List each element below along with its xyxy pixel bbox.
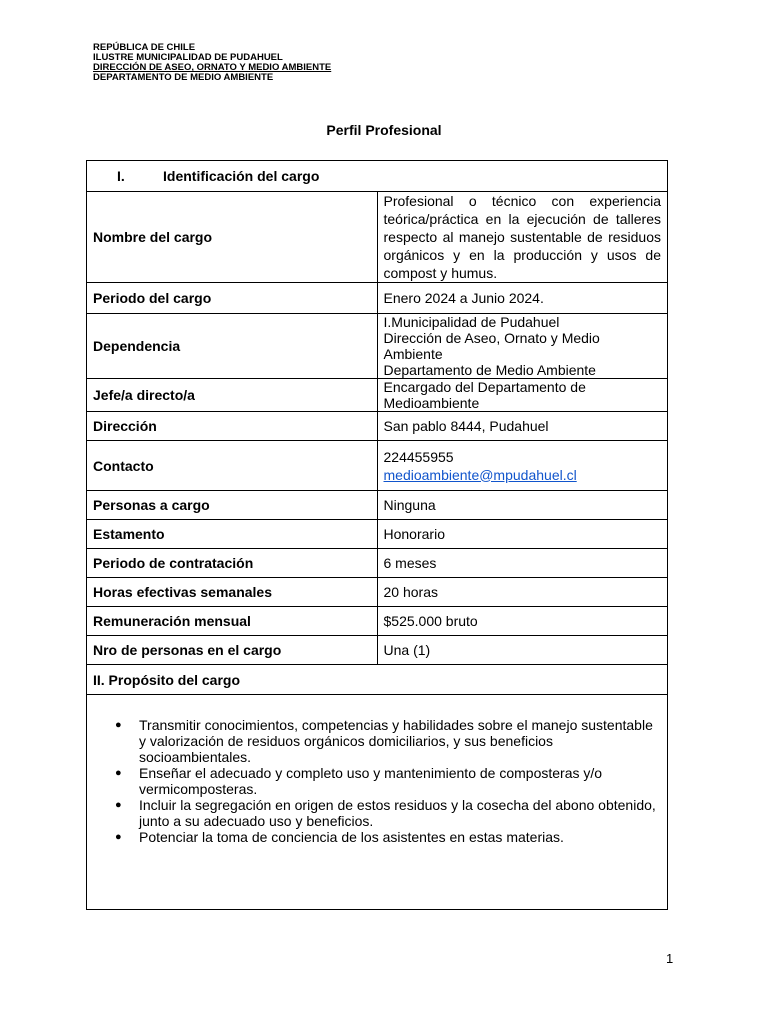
row-value-remuneracion: $525.000 bruto xyxy=(377,607,668,636)
section-1-row xyxy=(87,161,668,192)
purpose-row xyxy=(87,695,668,910)
row-value-jefe: Encargado del Departamento de Medioambiente xyxy=(377,379,668,412)
row-label-direccion: Dirección xyxy=(87,412,378,441)
row-label-horas: Horas efectivas semanales xyxy=(87,578,378,607)
purpose-item: ● Transmitir conocimientos, competencias y habilidades sobre el manejo sustentable y valorización de residuos orgánicos domiciliarios, y sus beneficios socioambientales. xyxy=(139,717,661,765)
row-label-estamento: Estamento xyxy=(87,520,378,549)
row-label-periodo: Periodo del cargo xyxy=(87,283,378,314)
purpose-cell xyxy=(87,695,668,910)
page-number: 1 xyxy=(666,951,674,966)
row-value-horas: 20 horas xyxy=(377,578,668,607)
dependencia-line-3: Departamento de Medio Ambiente xyxy=(383,362,596,378)
letterhead-direction: DIRECCIÓN DE ASEO, ORNATO Y MEDIO AMBIENTE xyxy=(93,62,332,73)
section-2-heading: II. Propósito del cargo xyxy=(87,665,668,695)
row-label-contratacion: Periodo de contratación xyxy=(87,549,378,578)
row-value-dependencia xyxy=(377,314,668,379)
row-value-periodo: Enero 2024 a Junio 2024. xyxy=(377,283,668,314)
row-label-jefe: Jefe/a directo/a xyxy=(87,379,378,412)
table-row xyxy=(87,283,668,314)
section-1-number: I. xyxy=(117,168,125,184)
contact-phone: 224455955 xyxy=(383,448,454,465)
table-row xyxy=(87,412,668,441)
row-value-estamento: Honorario xyxy=(377,520,668,549)
table-row xyxy=(87,441,668,491)
row-label-nombre: Nombre del cargo xyxy=(87,192,378,283)
row-value-nombre: Profesional o técnico con experiencia teórica/práctica en la ejecución de talleres respecto al manejo sustentable de residuos orgánicos y en la producción y usos de compost y humus. xyxy=(377,192,668,283)
section-2-row xyxy=(87,665,668,695)
purpose-item: ● Enseñar el adecuado y completo uso y mantenimiento de composteras y/o vermicomposteras. xyxy=(139,765,661,797)
section-1-label: Identificación del cargo xyxy=(163,168,320,184)
row-value-personas: Ninguna xyxy=(377,491,668,520)
table-row xyxy=(87,607,668,636)
profile-table xyxy=(86,160,668,910)
row-value-contacto xyxy=(377,441,668,491)
letterhead-department: DEPARTAMENTO DE MEDIO AMBIENTE xyxy=(93,72,274,83)
table-row xyxy=(87,578,668,607)
dependencia-line-2: Dirección de Aseo, Ornato y Medio Ambiente xyxy=(383,330,600,362)
purpose-list xyxy=(93,717,661,845)
row-value-nro: Una (1) xyxy=(377,636,668,665)
row-label-contacto: Contacto xyxy=(87,441,378,491)
row-value-contratacion: 6 meses xyxy=(377,549,668,578)
letterhead-country: REPÚBLICA DE CHILE xyxy=(93,42,196,53)
table-row xyxy=(87,192,668,283)
row-value-direccion: San pablo 8444, Pudahuel xyxy=(377,412,668,441)
document-title: Perfil Profesional xyxy=(326,122,442,138)
row-label-dependencia: Dependencia xyxy=(87,314,378,379)
table-row xyxy=(87,636,668,665)
section-1-heading xyxy=(87,161,668,192)
table-row xyxy=(87,520,668,549)
purpose-item: ● Incluir la segregación en origen de estos residuos y la cosecha del abono obtenido, junto a su adecuado uso y beneficios. xyxy=(139,797,661,829)
table-row xyxy=(87,314,668,379)
table-row xyxy=(87,379,668,412)
letterhead xyxy=(93,43,331,83)
row-label-personas: Personas a cargo xyxy=(87,491,378,520)
row-label-remuneracion: Remuneración mensual xyxy=(87,607,378,636)
row-label-nro: Nro de personas en el cargo xyxy=(87,636,378,665)
table-row xyxy=(87,491,668,520)
contact-email-link[interactable]: medioambiente@mpudahuel.cl xyxy=(383,466,577,483)
dependencia-line-1: I.Municipalidad de Pudahuel xyxy=(383,314,560,330)
letterhead-municipality: ILUSTRE MUNICIPALIDAD DE PUDAHUEL xyxy=(93,52,283,63)
purpose-item: ● Potenciar la toma de conciencia de los asistentes en estas materias. xyxy=(139,829,661,845)
table-row xyxy=(87,549,668,578)
